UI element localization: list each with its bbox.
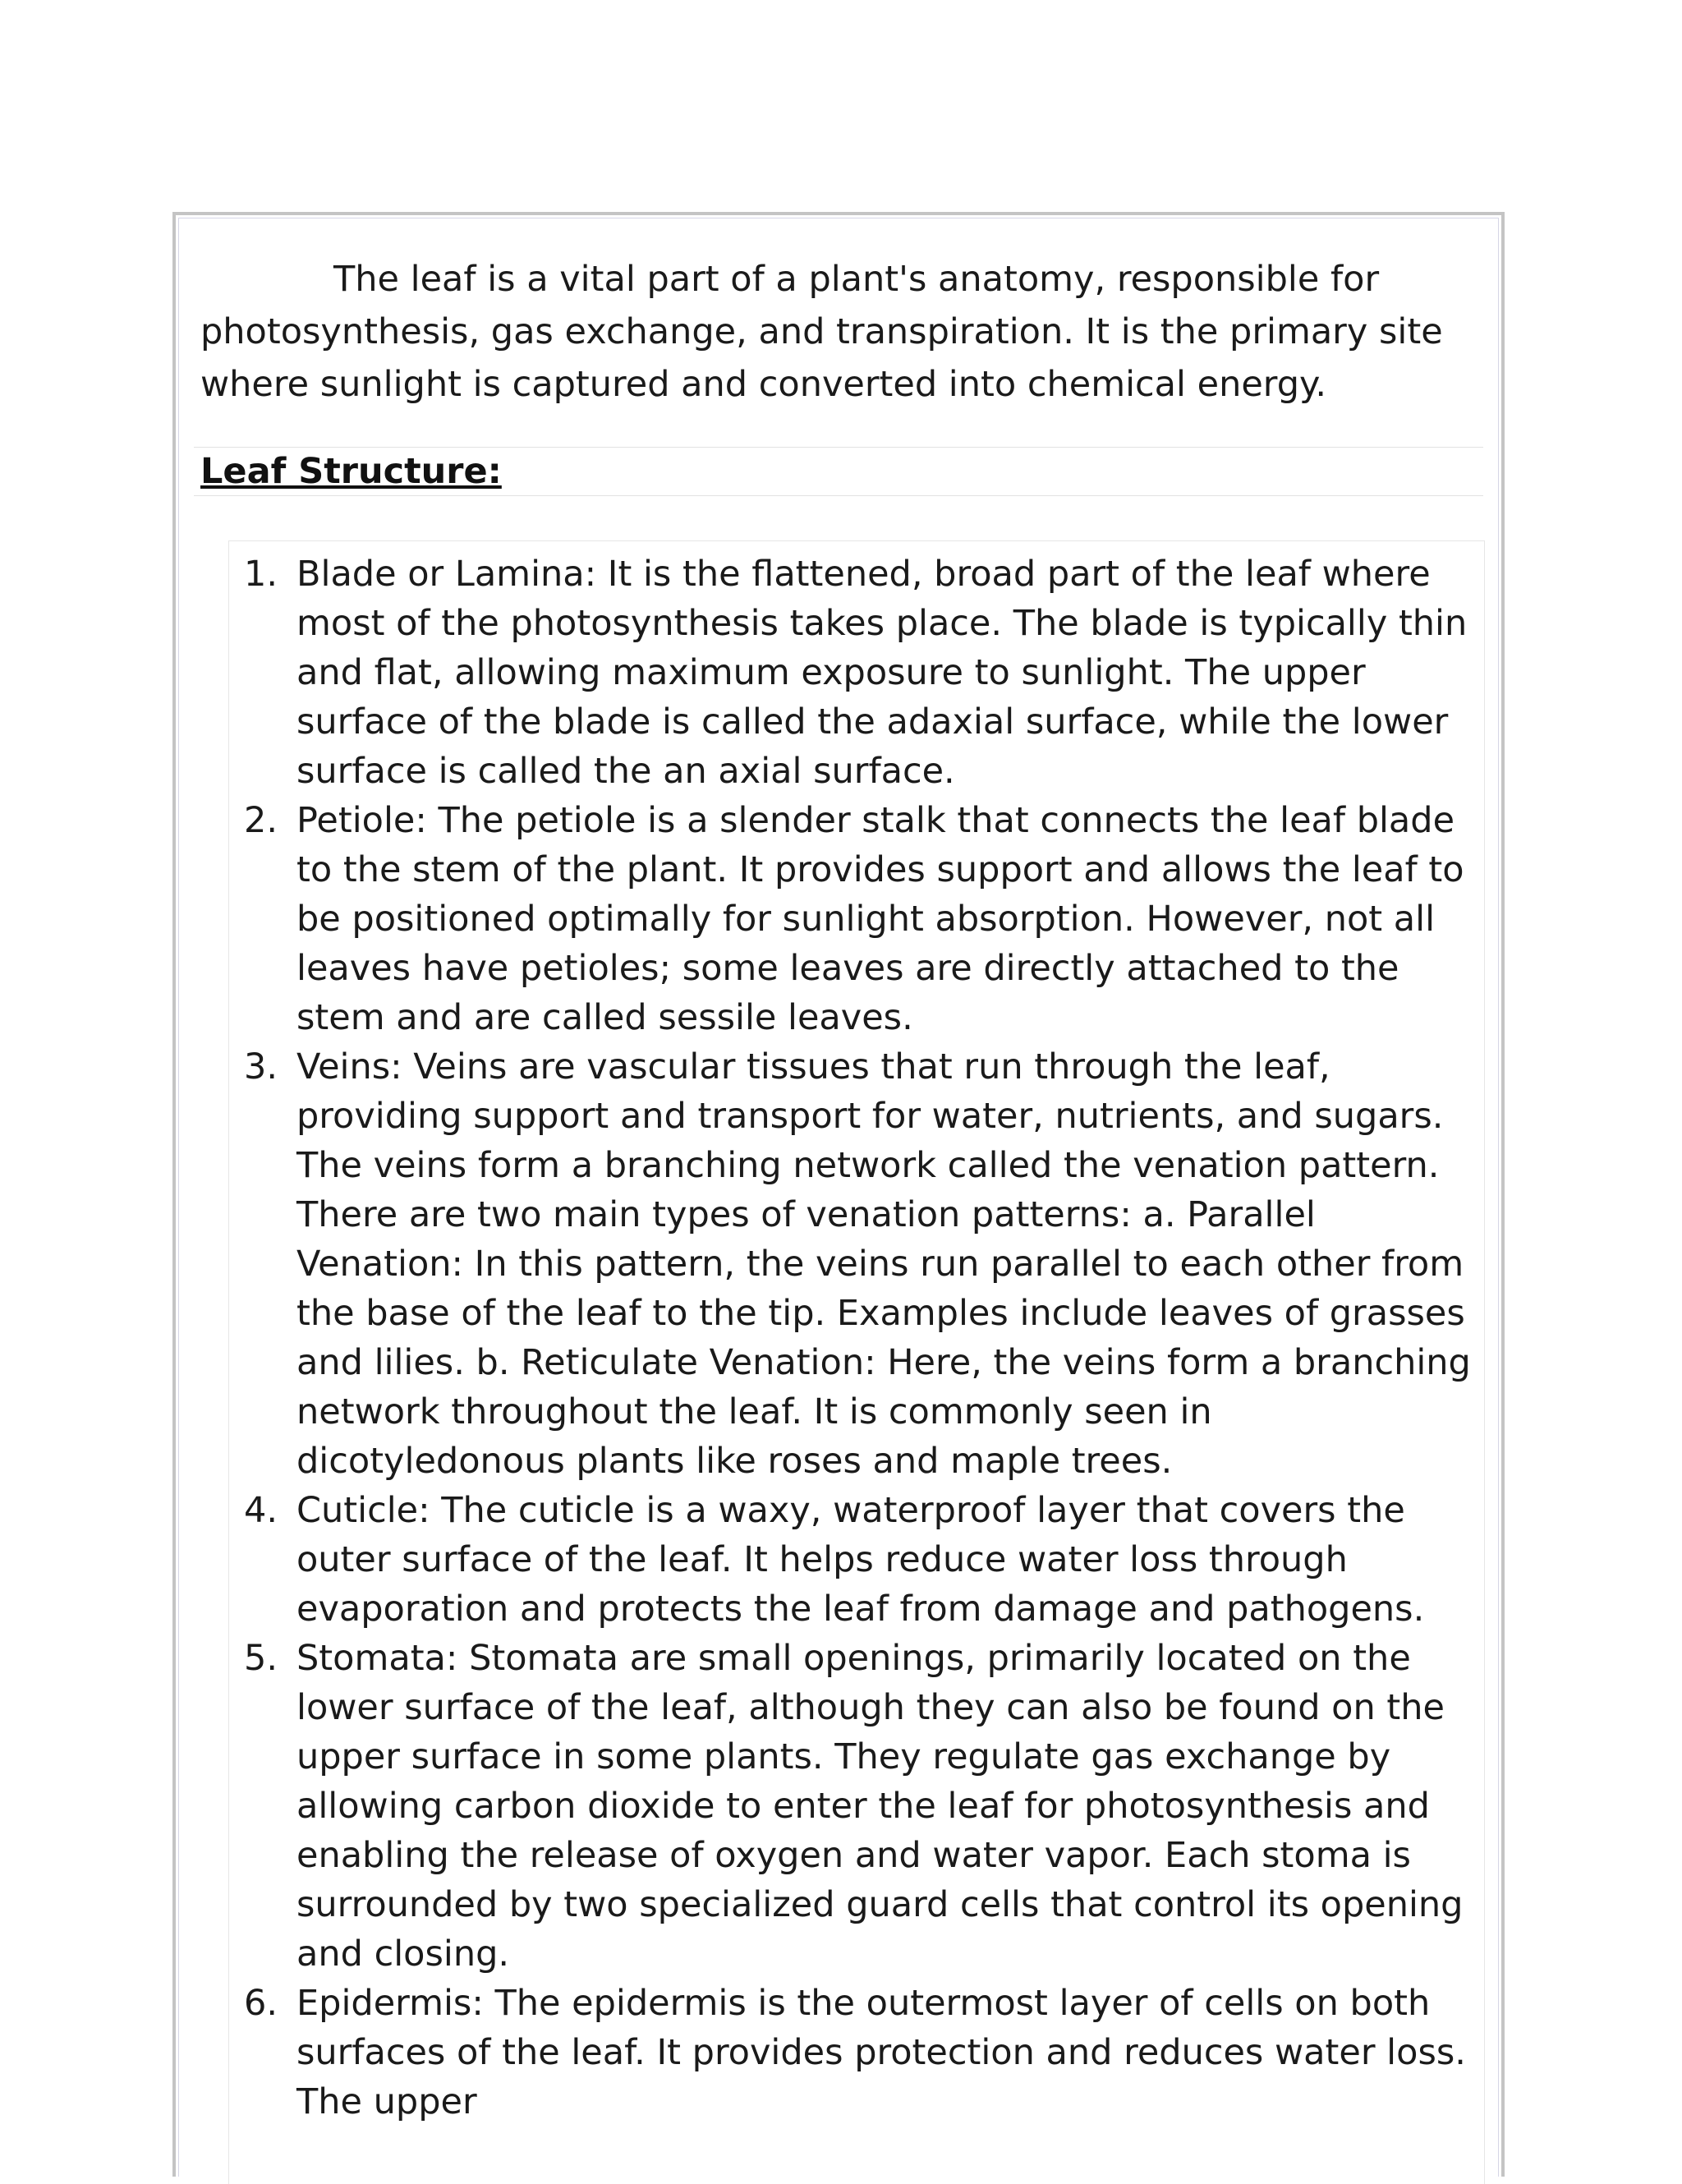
- list-item-number: 1.: [244, 554, 278, 595]
- structure-list: [229, 549, 1486, 2127]
- intro-paragraph: The leaf is a vital part of a plant's anatomy, responsible for photosynthesis, gas exchange, and transpiration. It is the primary site where sunlight is captured and converted into chemical energy.: [200, 259, 1443, 405]
- list-item-text: Blade or Lamina: It is the flattened, broad part of the leaf where most of the photosynthesis takes place. The blade is typically thin and flat, allowing maximum exposure to sunlight. The upper surface of the blade is called the adaxial surface, while the lower surface is called the an axial surface.: [296, 554, 1468, 792]
- list-item: [229, 1042, 1486, 1486]
- list-item: [229, 1486, 1486, 1634]
- list-item-number: 2.: [244, 800, 278, 841]
- list-item-text: Veins: Veins are vascular tissues that run through the leaf, providing support and transport for water, nutrients, and sugars. The veins form a branching network called the venation pattern. There are two main types of venation patterns: a. Parallel Venation: In this pattern, the veins run parallel to each other from the base of the leaf to the tip. Examples include leaves of grasses and lilies. b. Reticulate Venation: Here, the veins form a branching network throughout the leaf. It is commonly seen in dicotyledonous plants like roses and maple trees.: [296, 1046, 1471, 1482]
- document-frame: [172, 212, 1505, 2177]
- list-item-text: Stomata: Stomata are small openings, primarily located on the lower surface of the leaf, although they can also be found on the upper surface in some plants. They regulate gas exchange by allowing carbon dioxide to enter the leaf for photosynthesis and enabling the release of oxygen and water vapor. Each stoma is surrounded by two specialized guard cells that control its opening and closing.: [296, 1638, 1464, 1975]
- list-item-text: Cuticle: The cuticle is a waxy, waterproof layer that covers the outer surface of the leaf. It helps reduce water loss through evaporation and protects the leaf from damage and pathogens.: [296, 1490, 1425, 1630]
- list-item: [229, 1634, 1486, 1979]
- list-item-number: 4.: [244, 1490, 278, 1531]
- list-item-number: 6.: [244, 1983, 278, 2024]
- list-item-text: Epidermis: The epidermis is the outermost layer of cells on both surfaces of the leaf. It provides protection and reduces water loss. The upper: [296, 1983, 1466, 2122]
- heading-box: [194, 447, 1483, 496]
- section-heading: Leaf Structure:: [200, 451, 502, 492]
- list-item-number: 3.: [244, 1046, 278, 1087]
- list-container: [228, 540, 1485, 2184]
- list-item: [229, 796, 1486, 1042]
- list-item: [229, 549, 1486, 796]
- list-item: [229, 1979, 1486, 2127]
- list-item-number: 5.: [244, 1638, 278, 1679]
- list-item-text: Petiole: The petiole is a slender stalk that connects the leaf blade to the stem of the plant. It provides support and allows the leaf to be positioned optimally for sunlight absorption. However, not all leaves have petioles; some leaves are directly attached to the stem and are called sessile leaves.: [296, 800, 1464, 1038]
